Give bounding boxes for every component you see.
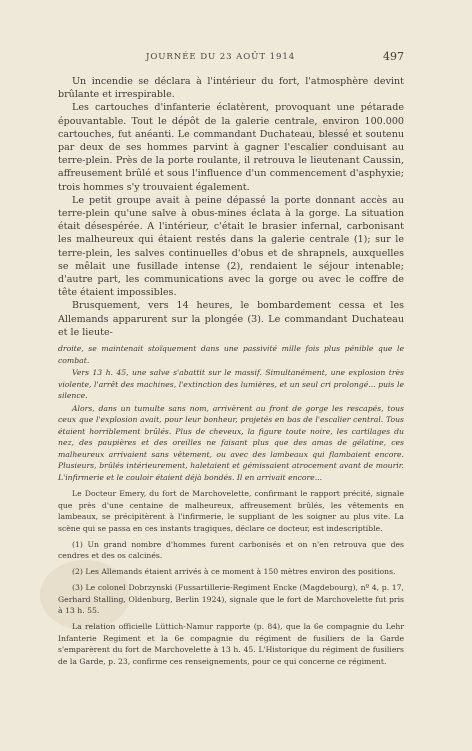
paragraph: Les cartouches d'infanterie éclatèrent, provoquant une pétarade épouvantable. Tout le dépôt de la galerie centrale, environ 100.000 cartouches, fut anéanti. Le commandant Duchateau, blessé et soutenu par deux de ses hommes parvint à gagner l'escalier conduisant au terre-plein. Près de la porte roulante, il retrouva le lieutenant Caussin, affreusement brûlé et sous l'influence d'un commencement d'asphyxie; trois hommes s'y trouvaient également. bbox=[58, 102, 404, 193]
page-number: 497 bbox=[383, 50, 404, 63]
footnote: (1) Un grand nombre d'hommes furent carbonisés et on n'en retrouva que des cendres et des os calcinés. bbox=[58, 539, 404, 561]
quote-paragraph: Alors, dans un tumulte sans nom, arrivèrent au front de gorge les rescapés, tous ceux que l'explosion avait, pour leur bonheur, projetés en bas de l'escalier central. Tous étaient horriblement brûlés. Plus de cheveux, la figure toute noire, les cartilages du nez, des paupières et des oreilles ne faisant plus que des amas de gélatine, ces malheureux arrivaient sans vêtement, ou avec des lambeaux qui flambaient encore. Plusieurs, brûlés intérieurement, haletaient et gémissaient atrocement avant de mourir. L'infirmerie et le couloir étaient déjà bondés. Il en arrivait encore... bbox=[58, 403, 404, 483]
paragraph: Le petit groupe avait à peine dépassé la porte donnant accès au terre-plein qu'une salve à obus-mines éclata à la gorge. La situation était désespérée. A l'intérieur, c'était le brasier infernal, carbonisant les malheureux qui étaient restés dans la galerie centrale (1); sur le terre-plein, les salves continuelles d'obus et de shrapnels, auxquelles se mêlait une fusillade intense (2), rendaient le séjour intenable; d'autre part, les communications avec la gorge ou avec le coffre de tête étaient impossibles. bbox=[58, 194, 404, 299]
main-text bbox=[58, 75, 404, 339]
footnote: (3) Le colonel Dobrzynski (Fussartillerie-Regiment Encke (Magdebourg), nº 4, p. 17, Gerhard Stalling, Oldenburg, Berlin 1924), signale que le fort de Marchovelette fut pris à 13 h. 55. bbox=[58, 582, 404, 616]
running-head: JOURNÉE DU 23 AOÛT 1914 bbox=[146, 52, 296, 62]
paragraph: Un incendie se déclara à l'intérieur du fort, l'atmosphère devint brûlante et irrespirable. bbox=[58, 76, 404, 101]
quote-paragraph: droite, se maintenait stoïquement dans une passivité mille fois plus pénible que le combat. bbox=[58, 344, 404, 365]
paragraph: Brusquement, vers 14 heures, le bombardement cessa et les Allemands apparurent sur la plongée (3). Le commandant Duchateau et le lieute- bbox=[58, 300, 404, 338]
footnote: (2) Les Allemands étaient arrivés à ce moment à 150 mètres environ des positions. bbox=[72, 567, 396, 577]
footnote-paragraph: La relation officielle Lüttich-Namur rapporte (p. 84), que la 6e compagnie du Lehr Infanterie Regiment et la 6e compagnie du régiment de fusiliers de la Garde s'emparèrent du fort de Marchovelette à 13 h. 45. L'Historique du régiment de fusiliers de la Garde, p. 23, confirme ces renseignements, pour ce qui concerne ce régiment. bbox=[58, 621, 404, 666]
footnotes bbox=[58, 343, 404, 672]
quote-paragraph: Vers 13 h. 45, une salve s'abattit sur le massif. Simultanément, une explosion très violente, l'arrêt des machines, l'extinction des lumières, et un seul cri prolongé... puis le silence. bbox=[58, 368, 404, 401]
page-header bbox=[58, 50, 404, 66]
footnote-paragraph: Le Docteur Emery, du fort de Marchovelette, confirmant le rapport précité, signale que près d'une centaine de malheureux, affreusement brûlés, les vêtements en lambeaux, se précipitèrent à l'infirmerie, le suppliant de les soigner au plus vite. La scène qui se passa en ces instants tragiques, déclare ce docteur, est indescriptible. bbox=[58, 488, 404, 533]
